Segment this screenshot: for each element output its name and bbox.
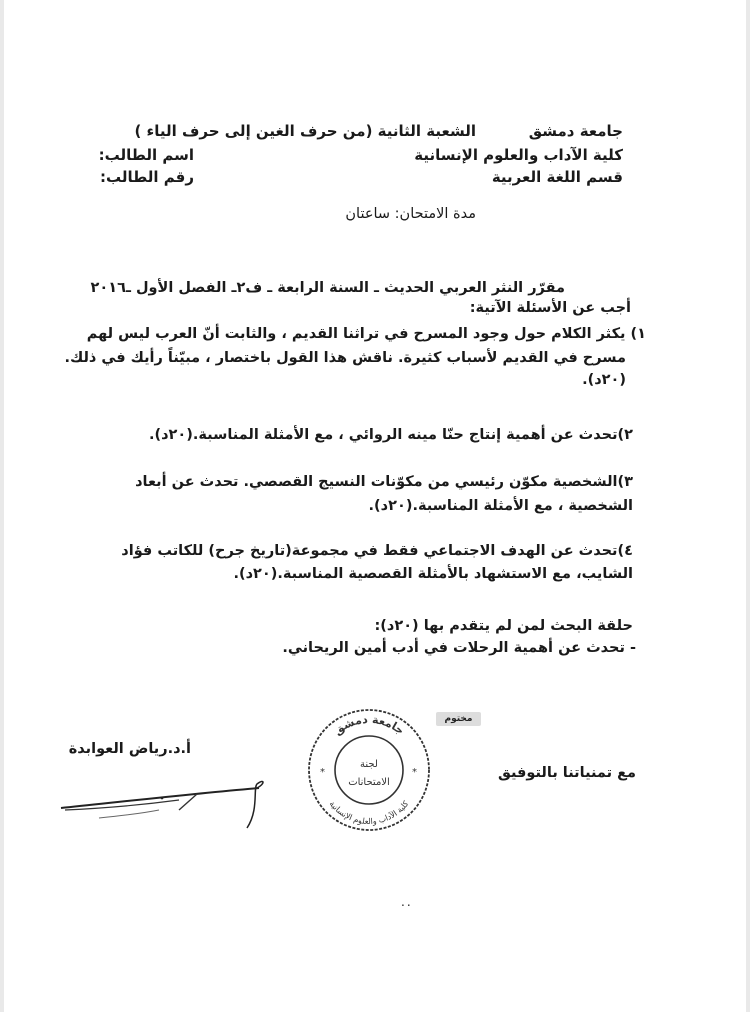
- stamp-top-text: جامعة دمشق: [331, 712, 407, 738]
- stamp-center-text-2: الامتحانات: [348, 777, 390, 788]
- research-item: - تحدث عن أهمية الرحلات في أدب أمين الريحاني.: [282, 640, 636, 656]
- closing-text: مع تمنياتنا بالتوفيق: [497, 765, 636, 781]
- exam-duration: مدة الامتحان: ساعتان: [345, 206, 476, 222]
- exam-page: [4, 0, 746, 1012]
- stamp-star-left-icon: *: [320, 767, 325, 778]
- student-number-label: رقم الطالب:: [100, 168, 194, 186]
- stamp-note-text: مختوم: [444, 714, 473, 724]
- official-stamp-icon: [304, 705, 434, 835]
- question-3-line-2: الشخصية ، مع الأمثلة المناسبة.(٢٠د).: [368, 498, 633, 514]
- course-title: مقرّر النثر العربي الحديث ـ السنة الرابعة ـ ف٢ـ الفصل الأول ـ٢٠١٦: [90, 280, 565, 296]
- question-1-line-3: (٢٠د).: [582, 372, 626, 388]
- university-name: جامعة دمشق: [528, 122, 623, 140]
- question-3-line-1: ٣)الشخصية مكوّن رئيسي من مكوّنات النسيج القصصي. تحدث عن أبعاد: [135, 474, 633, 490]
- question-2-line-1: ٢)تحدث عن أهمية إنتاج حنّا مينه الروائي ، مع الأمثلة المناسبة.(٢٠د).: [148, 427, 633, 443]
- page-dots: ..: [401, 895, 413, 909]
- stamp-star-right-icon: *: [412, 767, 417, 778]
- question-4-line-1: ٤)تحدث عن الهدف الاجتماعي فقط في مجموعة(تاريخ جرح) للكاتب فؤاد: [121, 543, 633, 559]
- section-label: الشعبة الثانية (من حرف الغين إلى حرف الياء ): [134, 122, 476, 140]
- question-1-line-2: مسرح في القديم لأسباب كثيرة. ناقش هذا القول باختصار ، مبيّناً رأيك في ذلك.: [64, 350, 626, 366]
- instructions: أجب عن الأسئلة الآتية:: [469, 300, 631, 316]
- professor-name: أ.د.رياض العوابدة: [68, 741, 191, 757]
- question-1-line-1: ١) يكثر الكلام حول وجود المسرح في تراثنا القديم ، والثابت أنّ العرب ليس لهم: [86, 326, 646, 342]
- question-4-line-2: الشايب، مع الاستشهاد بالأمثلة القصصية المناسبة.(٢٠د).: [233, 566, 633, 582]
- faculty-name: كلية الآداب والعلوم الإنسانية: [414, 146, 623, 164]
- student-name-label: اسم الطالب:: [98, 146, 194, 164]
- signature-icon: [59, 780, 269, 840]
- stamp-bottom-text: كلية الآداب والعلوم الإنسانية: [327, 799, 411, 827]
- stamp-note: [436, 712, 481, 726]
- research-title: حلقة البحث لمن لم يتقدم بها (٢٠د):: [374, 618, 633, 634]
- department-name: قسم اللغة العربية: [491, 168, 623, 186]
- stamp-center-text-1: لجنة: [360, 759, 378, 770]
